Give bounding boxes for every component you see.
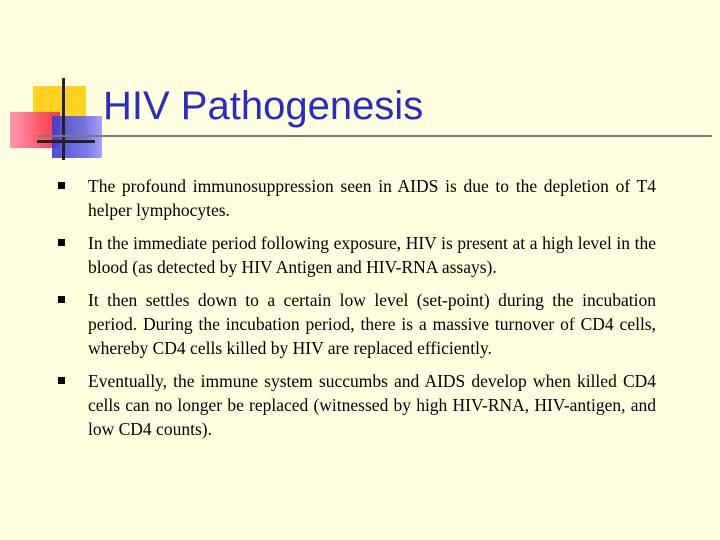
bullet-item [58,174,656,222]
bullet-item [58,369,656,441]
square-bullet-icon [58,182,65,189]
short-horizontal-rule-decoration [37,140,95,143]
square-bullet-icon [58,239,65,246]
blue-square-decoration [52,116,102,158]
bullet-text: Eventually, the immune system succumbs and AIDS develop when killed CD4 cells can no longer be replaced (witnessed by high HIV-RNA, HIV-antigen, and low CD4 counts). [88,371,656,439]
square-bullet-icon [58,377,65,384]
title-underline-divider [38,135,712,137]
square-bullet-icon [58,296,65,303]
bullet-text: In the immediate period following exposure, HIV is present at a high level in the blood (as detected by HIV Antigen and HIV-RNA assays). [88,233,656,277]
bullet-list [58,174,656,441]
bullet-item [58,288,656,360]
bullet-item [58,231,656,279]
bullet-text: The profound immunosuppression seen in AIDS is due to the depletion of T4 helper lymphocytes. [88,176,656,220]
vertical-rule-decoration [62,78,65,160]
slide-title: HIV Pathogenesis [103,84,424,128]
bullet-text: It then settles down to a certain low level (set-point) during the incubation period. During the incubation period, there is a massive turnover of CD4 cells, whereby CD4 cells killed by HIV are replaced efficiently. [88,290,656,358]
